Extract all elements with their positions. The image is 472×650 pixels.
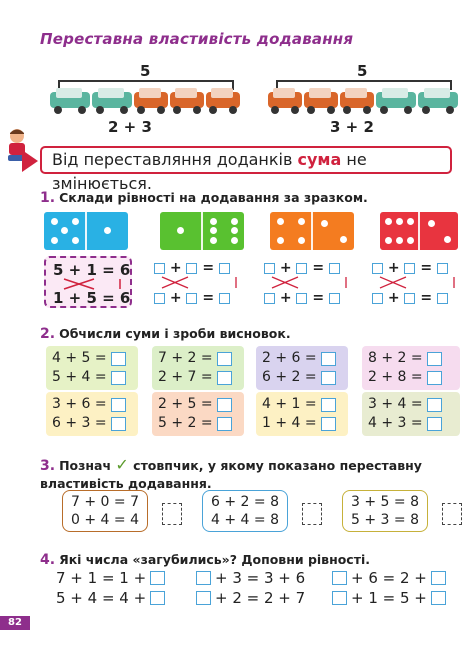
sum-expr: 6 + 2 =: [262, 369, 317, 385]
sum-card: [46, 346, 138, 390]
task3-number: 3.: [40, 458, 56, 474]
sum-expr: 2 + 5 =: [158, 396, 213, 412]
car-orange-b: [304, 88, 338, 114]
task4-number: 4.: [40, 552, 56, 568]
answer-box[interactable]: [427, 398, 442, 412]
check-box[interactable]: [302, 503, 322, 525]
answer-template-3: + = + =: [372, 260, 467, 308]
sum-expr: 2 + 6 =: [262, 350, 317, 366]
sum-card: [152, 392, 244, 436]
domino-orange: [270, 212, 354, 250]
blank-box[interactable]: [154, 293, 165, 304]
answer-box[interactable]: [111, 398, 126, 412]
sum-expr: 5 + 2 =: [158, 415, 213, 431]
task3-text-part1: Познач: [59, 458, 112, 473]
domino-half: [44, 212, 85, 250]
example-box: [44, 256, 132, 308]
blank-box[interactable]: [219, 263, 230, 274]
domino-red: [380, 212, 458, 250]
sum-expr: 2 + 7 =: [158, 369, 213, 385]
answer-template-1: + = + =: [154, 260, 249, 308]
answer-box[interactable]: [217, 398, 232, 412]
blank-box[interactable]: [219, 293, 230, 304]
answer-box[interactable]: [321, 398, 336, 412]
column-line: 6 + 2 = 8: [211, 494, 279, 510]
answer-box[interactable]: [427, 371, 442, 385]
blank-box[interactable]: [186, 263, 197, 274]
column-line: 5 + 3 = 8: [351, 512, 419, 528]
check-box[interactable]: [442, 503, 462, 525]
blank-box[interactable]: [372, 263, 383, 274]
sum-expr: 4 + 5 =: [52, 350, 107, 366]
answer-box[interactable]: [150, 571, 165, 585]
blank-box[interactable]: [154, 263, 165, 274]
blank-box[interactable]: [437, 293, 448, 304]
rule-arrow-icon: [22, 150, 38, 172]
answer-box[interactable]: [321, 352, 336, 366]
task4-heading: [40, 552, 370, 568]
equation-text: + 6 = 2 +: [351, 569, 427, 587]
car-orange-3: [206, 88, 240, 114]
answer-box[interactable]: [332, 571, 347, 585]
check-box[interactable]: [162, 503, 182, 525]
domino-blue: [44, 212, 128, 250]
equation-text: + 1 = 5 +: [351, 589, 427, 607]
blank-box[interactable]: [264, 263, 275, 274]
answer-box[interactable]: [111, 371, 126, 385]
equation-text: + 2 = 2 + 7: [215, 589, 306, 607]
task3-text-part3: додавання.: [128, 476, 212, 491]
equation-text: + 3 = 3 + 6: [215, 569, 306, 587]
sum-card: [46, 392, 138, 436]
task1-number: 1.: [40, 190, 56, 206]
sum-expr: 5 + 4 =: [52, 369, 107, 385]
task1-text: Склади рівності на додавання за зразком.: [59, 190, 368, 205]
blank-box[interactable]: [296, 263, 307, 274]
blank-box[interactable]: [264, 293, 275, 304]
car-orange-c: [340, 88, 374, 114]
example-line2: 1 + 5 = 6: [53, 289, 131, 307]
sum-expr: 4 + 3 =: [368, 415, 423, 431]
sum-expr: 4 + 1 =: [262, 396, 317, 412]
sum-expr: 3 + 6 =: [52, 396, 107, 412]
left-expression: 2 + 3: [108, 118, 152, 136]
swap-arrows-icon: [378, 276, 458, 290]
task2-number: 2.: [40, 326, 56, 342]
sum-expr: 1 + 4 =: [262, 415, 317, 431]
task4-col1: [56, 568, 165, 608]
car-green-1: [50, 88, 90, 114]
rule-text-before: Від переставляння доданків: [52, 150, 298, 169]
column-option: [62, 490, 148, 532]
blank-box[interactable]: [404, 293, 415, 304]
sum-expr: 2 + 8 =: [368, 369, 423, 385]
car-orange-1: [134, 88, 168, 114]
task4-col3: [332, 568, 446, 608]
right-cars-image: [266, 86, 460, 116]
answer-box[interactable]: [321, 417, 336, 431]
swap-arrows-icon: [270, 276, 350, 290]
domino-green: [160, 212, 244, 250]
sum-expr: 3 + 4 =: [368, 396, 423, 412]
rule-text-after: не змінюється.: [52, 150, 367, 193]
answer-box[interactable]: [321, 371, 336, 385]
blank-box[interactable]: [329, 293, 340, 304]
column-line: 3 + 5 = 8: [351, 494, 419, 510]
column-line: 0 + 4 = 4: [71, 512, 139, 528]
example-line1: 5 + 1 = 6: [53, 261, 131, 279]
answer-box[interactable]: [217, 417, 232, 431]
task4-col2: [196, 568, 305, 608]
checkmark-icon: ✓: [115, 455, 129, 474]
answer-box[interactable]: [427, 417, 442, 431]
answer-box[interactable]: [431, 571, 446, 585]
sum-expr: 6 + 3 =: [52, 415, 107, 431]
blank-box[interactable]: [437, 263, 448, 274]
sum-card: [362, 346, 460, 390]
blank-box[interactable]: [404, 263, 415, 274]
blank-box[interactable]: [372, 293, 383, 304]
sum-expr: 7 + 2 =: [158, 350, 213, 366]
answer-template-2: + = + =: [264, 260, 359, 308]
answer-box[interactable]: [431, 591, 446, 605]
blank-box[interactable]: [329, 263, 340, 274]
equation-text: 5 + 4 = 4 +: [56, 589, 147, 607]
sum-expr: 8 + 2 =: [368, 350, 423, 366]
answer-box[interactable]: [196, 591, 211, 605]
car-green-2: [92, 88, 132, 114]
sum-card: [152, 346, 244, 390]
left-cars-image: [48, 86, 242, 116]
task3-heading: [40, 456, 460, 492]
right-expression: 3 + 2: [330, 118, 374, 136]
rule-highlight: сума: [297, 150, 342, 169]
answer-box[interactable]: [150, 591, 165, 605]
right-sum: 5: [357, 62, 368, 80]
sum-card: [256, 392, 348, 436]
blank-box[interactable]: [186, 293, 197, 304]
car-orange-a: [268, 88, 302, 114]
page-title: Переставна властивість додавання: [40, 30, 354, 48]
column-line: 4 + 4 = 8: [211, 512, 279, 528]
rule-box: [40, 146, 452, 193]
task3-text-part2: стовпчик, у якому показано переставну властивість: [40, 458, 422, 491]
answer-box[interactable]: [111, 417, 126, 431]
car-green-b: [418, 88, 458, 114]
task2-heading: [40, 326, 291, 342]
answer-box[interactable]: [196, 571, 211, 585]
sum-card: [256, 346, 348, 390]
sum-card: [362, 392, 460, 436]
task4-text: Які числа «загубились»? Доповни рівності.: [59, 552, 370, 567]
task1-heading: [40, 190, 368, 206]
answer-box[interactable]: [332, 591, 347, 605]
answer-box[interactable]: [217, 371, 232, 385]
car-green-a: [376, 88, 416, 114]
equation-text: 7 + 1 = 1 +: [56, 569, 147, 587]
column-line: 7 + 0 = 7: [71, 494, 139, 510]
car-orange-2: [170, 88, 204, 114]
swap-arrows-icon: [160, 276, 240, 290]
answer-box[interactable]: [111, 352, 126, 366]
page-number: 82: [0, 616, 30, 630]
blank-box[interactable]: [296, 293, 307, 304]
answer-box[interactable]: [217, 352, 232, 366]
task2-text: Обчисли суми і зроби висновок.: [59, 326, 291, 341]
answer-box[interactable]: [427, 352, 442, 366]
left-sum: 5: [140, 62, 151, 80]
column-option: [202, 490, 288, 532]
domino-half: [85, 212, 128, 250]
column-option: [342, 490, 428, 532]
